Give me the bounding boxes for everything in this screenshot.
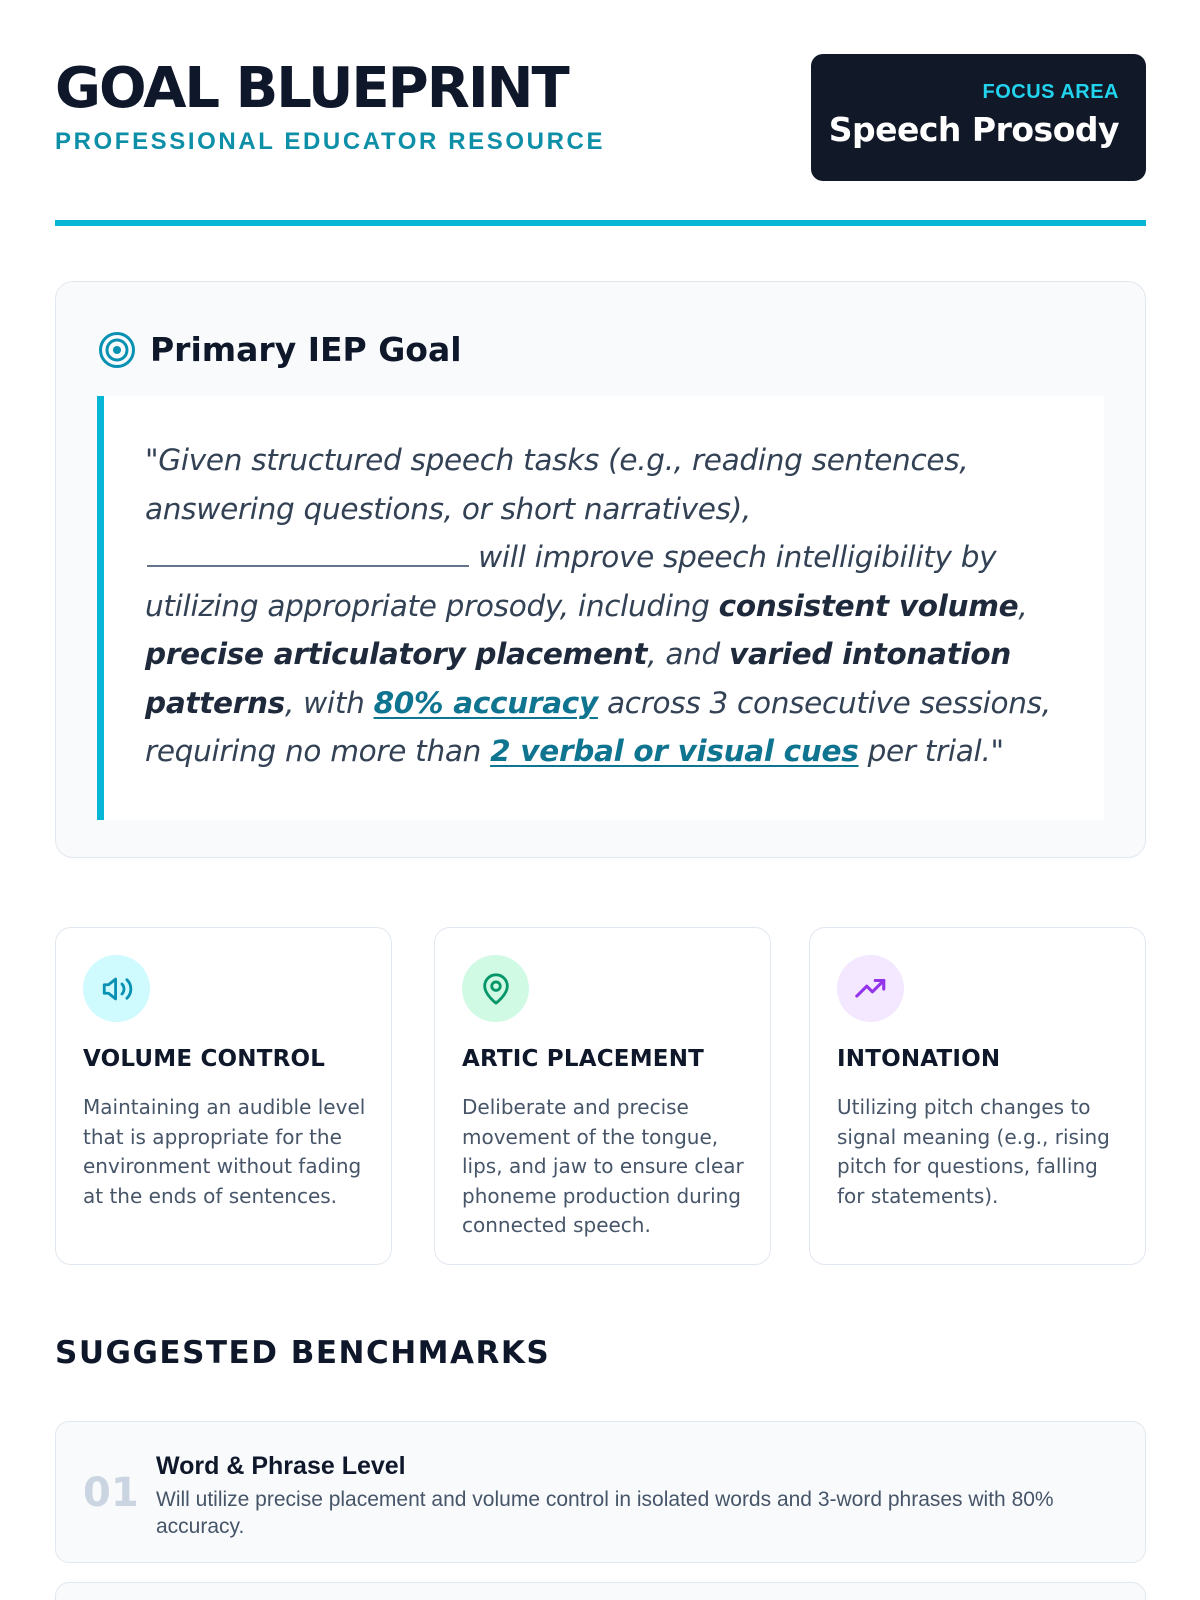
benchmark-card xyxy=(55,1421,1146,1563)
goal-cue-criterion: 2 verbal or visual cues xyxy=(490,734,859,768)
target-icon xyxy=(98,331,136,369)
benchmark-card-next xyxy=(55,1582,1146,1600)
goal-emphasis-intonation: varied intonation patterns xyxy=(145,637,1011,720)
goal-text-segment: , xyxy=(1018,588,1028,623)
trending-up-icon xyxy=(854,972,888,1006)
skill-description: Maintaining an audible level that is appropriate for the environment without fading at the ends of sentences. xyxy=(83,1095,366,1208)
map-pin-icon xyxy=(479,972,513,1006)
skill-description: Utilizing pitch changes to signal meaning (e.g., rising pitch for questions, falling for statements). xyxy=(837,1095,1110,1208)
speaker-icon xyxy=(100,972,134,1006)
benchmark-title: Word & Phrase Level xyxy=(156,1452,406,1480)
skill-title: INTONATION xyxy=(837,1046,1001,1072)
goal-blueprint-page xyxy=(55,0,1146,1538)
goal-text-segment: will improve speech intelligibility by utilizing appropriate prosody, including xyxy=(145,540,997,623)
benchmarks-heading: SUGGESTED BENCHMARKS xyxy=(55,1335,551,1371)
focus-area-label: FOCUS AREA xyxy=(982,81,1119,103)
page-subtitle: PROFESSIONAL EDUCATOR RESOURCE xyxy=(55,128,606,155)
skill-title: VOLUME CONTROL xyxy=(83,1046,326,1072)
focus-area-badge xyxy=(811,54,1146,181)
primary-goal-header xyxy=(98,330,462,369)
skill-description: Deliberate and precise movement of the tongue, lips, and jaw to ensure clear phoneme production during connected speech. xyxy=(462,1095,744,1237)
skill-icon-wrap xyxy=(837,955,904,1022)
goal-text-segment: , and xyxy=(647,637,730,671)
benchmark-number: 01 xyxy=(83,1470,139,1516)
header-divider xyxy=(55,220,1146,226)
goal-statement-text xyxy=(145,436,1074,776)
primary-goal-card xyxy=(55,281,1146,858)
goal-statement xyxy=(97,396,1104,820)
skill-title: ARTIC PLACEMENT xyxy=(462,1046,705,1072)
skill-icon-wrap xyxy=(462,955,529,1022)
skill-card-volume xyxy=(55,927,392,1265)
skill-icon-wrap xyxy=(83,955,150,1022)
focus-area-value: Speech Prosody xyxy=(828,110,1119,149)
primary-goal-heading: Primary IEP Goal xyxy=(150,330,462,369)
goal-text-segment: "Given structured speech tasks (e.g., reading sentences, answering questions, or short narratives), xyxy=(145,443,969,526)
student-name-blank[interactable] xyxy=(147,541,469,567)
goal-text-segment: per trial." xyxy=(858,734,1004,768)
page-header xyxy=(55,0,1146,228)
page-title: GOAL BLUEPRINT xyxy=(55,56,568,121)
goal-accuracy-criterion: 80% accuracy xyxy=(373,685,598,720)
goal-emphasis-placement: precise articulatory placement xyxy=(145,637,648,671)
goal-text-segment: , with xyxy=(284,685,374,720)
benchmark-description: Will utilize precise placement and volume control in isolated words and 3-word phrases with 80% accuracy. xyxy=(156,1488,1054,1538)
goal-text-segment: across 3 consecutive sessions, requiring no more than xyxy=(145,685,1051,768)
skill-card-intonation xyxy=(809,927,1146,1265)
skill-card-artic-placement xyxy=(434,927,771,1265)
goal-emphasis-volume: consistent volume xyxy=(718,588,1019,623)
